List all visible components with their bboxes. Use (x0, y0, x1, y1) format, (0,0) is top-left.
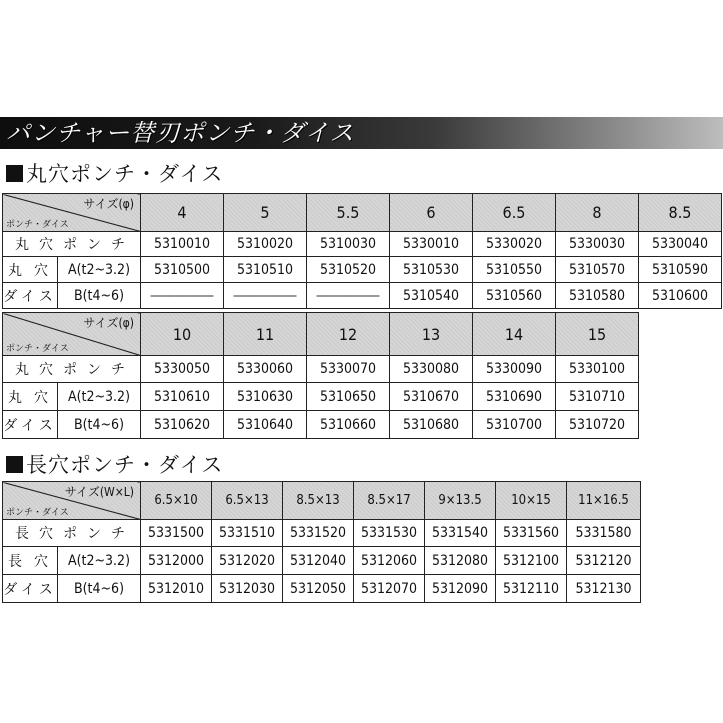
part-number-cell: 5310010 (141, 232, 224, 257)
round-section-title: 丸穴ポンチ・ダイス (6, 158, 223, 188)
size-cell: 6.5×13 (212, 482, 283, 520)
round-table-2 (2, 312, 639, 439)
part-number-cell: 5310660 (307, 411, 390, 439)
long-section-title: 長穴ポンチ・ダイス (6, 449, 223, 479)
die-group-label-bottom: ダイス (3, 283, 58, 309)
not-available-mark: ――――― (224, 283, 307, 309)
part-number-cell: 5312030 (212, 575, 283, 603)
part-number-cell: 5310690 (473, 383, 556, 411)
die-a-label: A(t2~3.2) (58, 383, 141, 411)
part-number-cell: 5312010 (141, 575, 212, 603)
part-number-cell: 5310020 (224, 232, 307, 257)
part-number-cell: 5312070 (354, 575, 425, 603)
size-cell: 4 (141, 194, 224, 232)
not-available-mark: ――――― (141, 283, 224, 309)
part-number-cell: 5310600 (639, 283, 722, 309)
part-number-cell: 5312020 (212, 547, 283, 575)
part-number-cell: 5310630 (224, 383, 307, 411)
part-number-cell: 5310650 (307, 383, 390, 411)
size-cell: 11×16.5 (567, 482, 641, 520)
punch-row-label: 丸 穴 ポ ン チ (3, 232, 141, 257)
part-number-cell: 5312050 (283, 575, 354, 603)
part-number-cell: 5331530 (354, 520, 425, 547)
part-number-cell: 5330070 (307, 356, 390, 383)
part-number-cell: 5330010 (390, 232, 473, 257)
part-number-cell: 5330090 (473, 356, 556, 383)
size-cell: 8 (556, 194, 639, 232)
punch-row (3, 520, 641, 547)
part-number-cell: 5310520 (307, 257, 390, 283)
punch-row (3, 356, 639, 383)
die-a-label: A(t2~3.2) (58, 547, 141, 575)
banner-title: パンチャー替刃ポンチ・ダイス (6, 119, 355, 147)
size-cell: 8.5 (639, 194, 722, 232)
part-number-cell: 5312080 (425, 547, 496, 575)
die-a-label: A(t2~3.2) (58, 257, 141, 283)
corner-size-label: サイズ(W×L) (64, 485, 134, 499)
round-table-1 (2, 193, 722, 309)
size-cell: 5.5 (307, 194, 390, 232)
corner-size-label: サイズ(φ) (83, 316, 134, 330)
corner-type-label: ポンチ・ダイス (6, 508, 69, 518)
punch-row-label: 長 穴 ポ ン チ (3, 520, 141, 547)
part-number-cell: 5310560 (473, 283, 556, 309)
part-number-cell: 5310700 (473, 411, 556, 439)
die-group-label-top: 長 穴 (3, 547, 58, 575)
size-cell: 10×15 (496, 482, 567, 520)
die-b-row (3, 411, 639, 439)
part-number-cell: 5312100 (496, 547, 567, 575)
part-number-cell: 5310720 (556, 411, 639, 439)
die-b-row (3, 575, 641, 603)
part-number-cell: 5312040 (283, 547, 354, 575)
part-number-cell: 5310620 (141, 411, 224, 439)
part-number-cell: 5312090 (425, 575, 496, 603)
size-cell: 6 (390, 194, 473, 232)
part-number-cell: 5310530 (390, 257, 473, 283)
corner-header (3, 194, 141, 232)
part-number-cell: 5310610 (141, 383, 224, 411)
corner-header (3, 482, 141, 520)
part-number-cell: 5330030 (556, 232, 639, 257)
square-bullet-icon (6, 165, 23, 182)
part-number-cell: 5330060 (224, 356, 307, 383)
part-number-cell: 5312000 (141, 547, 212, 575)
corner-type-label: ポンチ・ダイス (6, 220, 69, 230)
part-number-cell: 5330050 (141, 356, 224, 383)
size-header-row (3, 194, 722, 232)
part-number-cell: 5312130 (567, 575, 641, 603)
die-group-label-top: 丸 穴 (3, 383, 58, 411)
part-number-cell: 5330020 (473, 232, 556, 257)
punch-row (3, 232, 722, 257)
not-available-mark: ――――― (307, 283, 390, 309)
square-bullet-icon (6, 456, 23, 473)
part-number-cell: 5330080 (390, 356, 473, 383)
part-number-cell: 5312060 (354, 547, 425, 575)
part-number-cell: 5310580 (556, 283, 639, 309)
part-number-cell: 5331510 (212, 520, 283, 547)
part-number-cell: 5310640 (224, 411, 307, 439)
size-cell: 5 (224, 194, 307, 232)
part-number-cell: 5331580 (567, 520, 641, 547)
part-number-cell: 5331520 (283, 520, 354, 547)
part-number-cell: 5330100 (556, 356, 639, 383)
size-cell: 13 (390, 313, 473, 356)
size-cell: 8.5×17 (354, 482, 425, 520)
corner-size-label: サイズ(φ) (83, 197, 134, 211)
part-number-cell: 5310030 (307, 232, 390, 257)
size-cell: 6.5×10 (141, 482, 212, 520)
die-group-label-bottom: ダイス (3, 411, 58, 439)
size-cell: 6.5 (473, 194, 556, 232)
die-a-row (3, 547, 641, 575)
long-table (2, 481, 641, 603)
size-cell: 12 (307, 313, 390, 356)
part-number-cell: 5330040 (639, 232, 722, 257)
part-number-cell: 5310590 (639, 257, 722, 283)
die-group-label-top: 丸 穴 (3, 257, 58, 283)
part-number-cell: 5310510 (224, 257, 307, 283)
die-b-label: B(t4~6) (58, 283, 141, 309)
size-cell: 8.5×13 (283, 482, 354, 520)
die-b-row (3, 283, 722, 309)
part-number-cell: 5310500 (141, 257, 224, 283)
title-banner (0, 117, 723, 149)
corner-type-label: ポンチ・ダイス (6, 344, 69, 354)
corner-header (3, 313, 141, 356)
die-b-label: B(t4~6) (58, 411, 141, 439)
size-cell: 15 (556, 313, 639, 356)
part-number-cell: 5331560 (496, 520, 567, 547)
size-header-row (3, 482, 641, 520)
die-b-label: B(t4~6) (58, 575, 141, 603)
part-number-cell: 5331500 (141, 520, 212, 547)
size-cell: 10 (141, 313, 224, 356)
part-number-cell: 5310710 (556, 383, 639, 411)
size-cell: 11 (224, 313, 307, 356)
part-number-cell: 5310540 (390, 283, 473, 309)
size-header-row (3, 313, 639, 356)
part-number-cell: 5310550 (473, 257, 556, 283)
die-group-label-bottom: ダイス (3, 575, 58, 603)
part-number-cell: 5310670 (390, 383, 473, 411)
die-a-row (3, 257, 722, 283)
part-number-cell: 5310680 (390, 411, 473, 439)
part-number-cell: 5312110 (496, 575, 567, 603)
size-cell: 9×13.5 (425, 482, 496, 520)
die-a-row (3, 383, 639, 411)
part-number-cell: 5310570 (556, 257, 639, 283)
punch-row-label: 丸 穴 ポ ン チ (3, 356, 141, 383)
part-number-cell: 5312120 (567, 547, 641, 575)
size-cell: 14 (473, 313, 556, 356)
part-number-cell: 5331540 (425, 520, 496, 547)
